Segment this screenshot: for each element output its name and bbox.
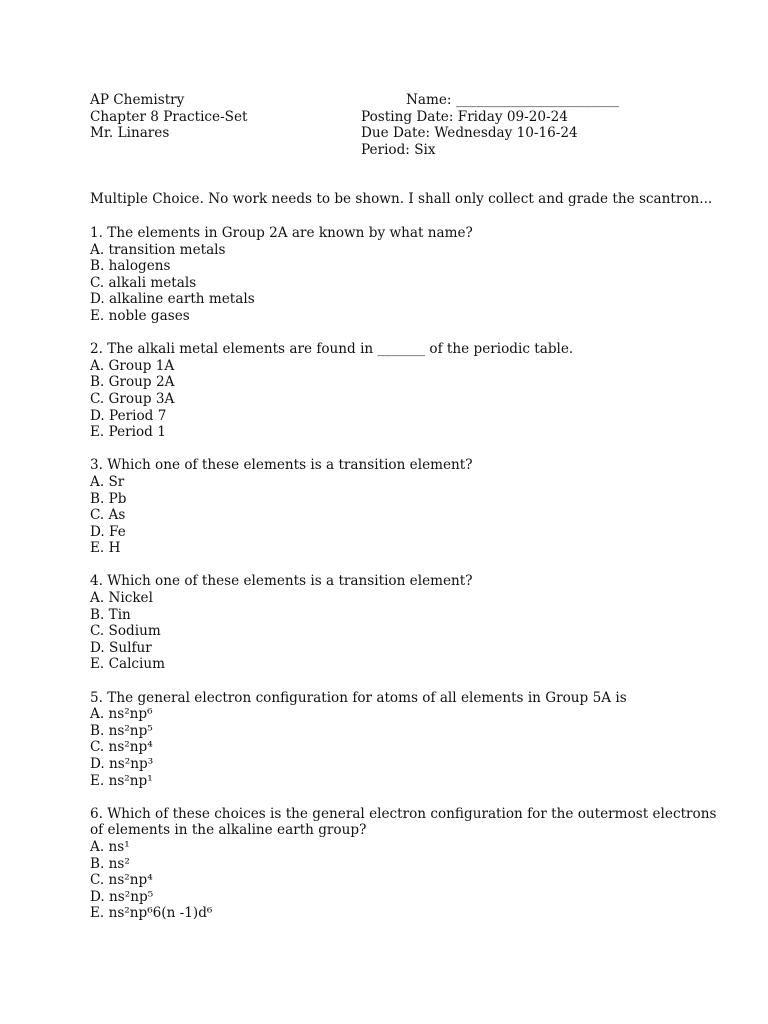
question-list — [90, 225, 730, 939]
due-date: Due Date: Wednesday 10-16-24 — [361, 125, 578, 141]
answer-option: A. ns²np⁶ — [90, 706, 153, 723]
question-2 — [90, 341, 730, 441]
question-text: 5. The general electron configuration for atoms of all elements in Group 5A is — [90, 689, 627, 706]
answer-option: E. ns²np¹ — [90, 772, 153, 789]
question-5 — [90, 690, 730, 790]
answer-option: C. Group 3A — [90, 390, 175, 407]
question-text: 3. Which one of these elements is a transition element? — [90, 457, 473, 474]
answer-option: B. Group 2A — [90, 374, 175, 391]
answer-option: C. As — [90, 507, 126, 524]
answer-option: B. halogens — [90, 258, 171, 275]
answer-option: A. ns¹ — [90, 838, 130, 855]
answer-option: A. Group 1A — [90, 357, 175, 374]
answer-option: D. Period 7 — [90, 407, 167, 424]
answer-option: B. ns²np⁵ — [90, 722, 153, 739]
chapter-title: Chapter 8 Practice-Set — [90, 109, 248, 125]
answer-option: E. noble gases — [90, 307, 190, 324]
answer-option: B. Pb — [90, 490, 127, 507]
teacher-name: Mr. Linares — [90, 125, 170, 141]
answer-option: A. Nickel — [90, 590, 153, 607]
question-3 — [90, 457, 730, 557]
answer-option: D. Sulfur — [90, 639, 152, 656]
answer-option: C. Sodium — [90, 623, 161, 640]
instructions: Multiple Choice. No work needs to be shown. I shall only collect and grade the scantron... — [90, 191, 713, 207]
answer-option: A. transition metals — [90, 241, 226, 258]
question-text: 6. Which of these choices is the general electron configuration for the outermost electrons of elements in the alkaline earth group? — [90, 805, 717, 839]
question-text: 4. Which one of these elements is a transition element? — [90, 573, 473, 590]
answer-option: C. ns²np⁴ — [90, 872, 153, 889]
answer-option: E. Calcium — [90, 656, 166, 673]
answer-option: C. ns²np⁴ — [90, 739, 153, 756]
answer-option: D. ns²np³ — [90, 756, 154, 772]
answer-option: C. alkali metals — [90, 274, 197, 291]
answer-option: B. ns² — [90, 855, 130, 872]
answer-option: D. alkaline earth metals — [90, 291, 255, 308]
answer-option: D. ns²np⁵ — [90, 888, 154, 905]
answer-option: D. Fe — [90, 523, 126, 540]
answer-option: A. Sr — [90, 473, 125, 490]
question-text: 1. The elements in Group 2A are known by what name? — [90, 225, 473, 241]
question-text: 2. The alkali metal elements are found in _______ of the periodic table. — [90, 341, 574, 358]
course-title: AP Chemistry — [90, 92, 185, 108]
class-period: Period: Six — [361, 142, 436, 158]
question-6 — [90, 806, 730, 922]
answer-option: E. Period 1 — [90, 424, 166, 441]
question-1 — [90, 225, 730, 325]
student-name-line: Name: ________________________ — [406, 92, 619, 108]
answer-option: E. ns²np⁶6(n -1)d⁶ — [90, 905, 213, 922]
posting-date: Posting Date: Friday 09-20-24 — [361, 109, 568, 125]
answer-option: B. Tin — [90, 606, 131, 623]
answer-option: E. H — [90, 540, 121, 557]
question-4 — [90, 573, 730, 673]
